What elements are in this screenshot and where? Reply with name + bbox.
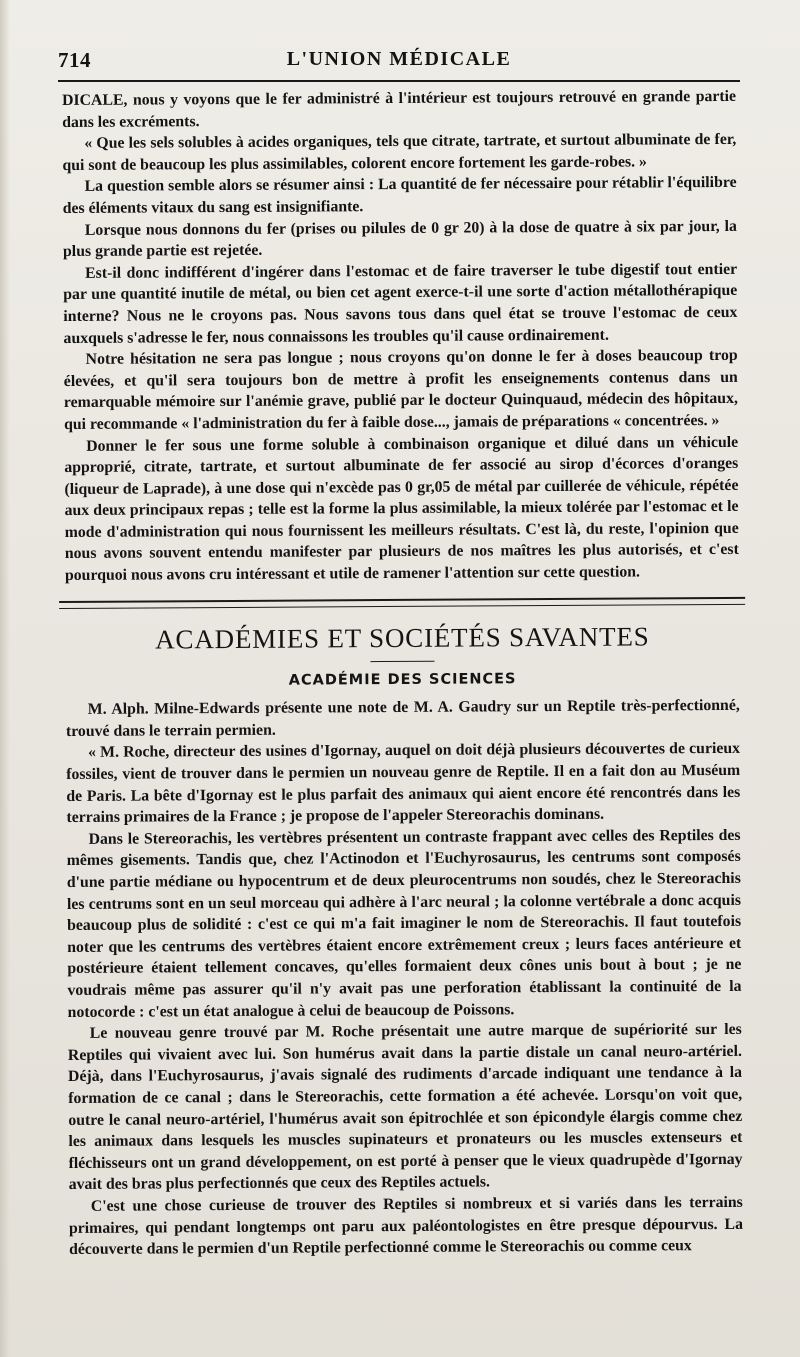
paragraph: « Que les sels solubles à acides organiques, tels que citrate, tartrate, et surtout albuminate de fer, qui sont de beaucoup les plus assimilables, colorent encore fortement les garde-robes. » [62, 131, 737, 174]
paragraph: « M. Roche, directeur des usines d'Igornay, auquel on doit déjà plusieurs découvertes de curieux fossiles, vient de trouver dans le permien un nouveau genre de Reptile. Il en a fait don au Muséum de Paris. La bête d'Igornay est le plus parfait des animaux qui aient encore été rencontrés dans les terrains primaires de la France ; je propose de l'appeler Stereorachis dominans. [66, 740, 741, 827]
page-header [58, 46, 740, 78]
page-number: 714 [58, 48, 91, 72]
paragraph: Dans le Stereorachis, les vertèbres présentent un contraste frappant avec celles des Reptiles des mêmes gisements. Tandis que, chez l'Actinodon et l'Euchyrosaurus, les centrums sont composés d'une partie médiane ou hypocentrum et de deux pleurocentrums non soudés, chez le Stereorachis les centrums sont en un seul morceau qui adhère à l'arc neural ; la colonne vertébrale a donc acquis beaucoup plus de solidité : c'est ce qui m'a fait imaginer le nom de Stereorachis. Il faut toutefois noter que les centrums des vertèbres étaient encore extrêmement creux ; leurs faces antérieure et postérieure étaient tellement concaves, qu'elles formaient deux cônes unis bout à bout ; je ne voudrais même pas assurer qu'il n'y avait pas une perforation établissant la continuité de la notocorde : c'est un état analogue à celui de beaucoup de Poissons. [66, 826, 742, 1021]
section-title: ACADÉMIES ET SOCIÉTÉS SAVANTES [155, 621, 650, 655]
article-body [62, 86, 743, 1261]
running-title: L'UNION MÉDICALE [286, 48, 512, 70]
paragraph: Notre hésitation ne sera pas longue ; nous croyons qu'on donne le fer à doses beaucoup trop élevées, et qu'il sera toujours bon de mettre à profit les enseignements contenus dans un remarquable mémoire sur l'anémie grave, publié par le docteur Quinquaud, médecin des hôpitaux, qui recommande « l'administration du fer à faible dose..., jamais de préparations « concentrées. » [63, 347, 738, 433]
section-separator [59, 596, 745, 608]
subsection-title: ACADÉMIE DES SCIENCES [288, 670, 517, 689]
paragraph: Le nouveau genre trouvé par M. Roche présentait une autre marque de supériorité sur les Reptiles qui vivaient avec lui. Son humérus avait dans la partie distale un canal neuro-artériel. Déjà, dans l'Euchyrosaurus, j'avais signalé des rudiments d'arcade indiquant une tendance à la formation de ce canal ; dans le Stereorachis, cette formation a été achevée. Lorsqu'on voit que, outre le canal neuro-artériel, l'humérus avait son épitrochlée et son épicondyle élargis comme chez les animaux dans lesquels les muscles supinateurs et pronateurs ou les muscles extenseurs et fléchisseurs ont un grand développement, on est porté à penser que le vieux quadrupède d'Igornay avait des bras plus perfectionnés que ceux des Reptiles actuels. [67, 1021, 743, 1194]
paragraph: M. Alph. Milne-Edwards présente une note de M. A. Gaudry sur un Reptile très-perfectionné, trouvé dans le terrain permien. [65, 697, 740, 740]
paragraph: Est-il donc indifférent d'ingérer dans l'estomac et de faire traverser le tube digestif tout entier par une quantité inutile de métal, ou bien cet agent exerce-t-il une sorte d'action métallothérapique interne? Nous ne le croyons pas. Nous savons tous dans quel état se trouve l'estomac de ceux auxquels s'adresse le fer, nous connaissons les troubles qu'il cause ordinairement. [63, 260, 738, 347]
section-rule [370, 660, 434, 661]
header-rule [58, 80, 740, 82]
paragraph: Donner le fer sous une forme soluble à combinaison organique et dilué dans un véhicule approprié, citrate, tartrate, et surtout albuminate de fer associé au sirop d'écorces d'oranges (liqueur de Laprade), à une dose qui n'excède pas 0 gr,05 de métal par cuillerée de véhicule, répétée aux deux principaux repas ; telle est la forme la plus assimilable, la mieux tolérée par l'estomac et le mode d'administration qui nous fournissent les meilleurs résultats. C'est là, du reste, l'opinion que nous avons souvent entendu manifester par plusieurs de nos maîtres les plus autorisés, et c'est pourquoi nous avons cru intéressant et utile de ramener l'attention sur cette question. [64, 433, 739, 585]
paragraph: La question semble alors se résumer ainsi : La quantité de fer nécessaire pour rétablir l'équilibre des éléments vitaux du sang est insignifiante. [62, 174, 737, 217]
paragraph: DICALE, nous y voyons que le fer administré à l'intérieur est toujours retrouvé en grande partie dans les excréments. [62, 87, 737, 131]
paragraph: Lorsque nous donnons du fer (prises ou pilules de 0 gr 20) à la dose de quatre à six par jour, la plus grande partie est rejetée. [62, 217, 737, 261]
paragraph: C'est une chose curieuse de trouver des Reptiles si nombreux et si variés dans les terrains primaires, qui pendant longtemps ont paru aux paléontologistes en être presque dépourvus. La découverte dans le permien d'un Reptile perfectionné comme le Stereorachis ou comme ceux [68, 1193, 743, 1259]
